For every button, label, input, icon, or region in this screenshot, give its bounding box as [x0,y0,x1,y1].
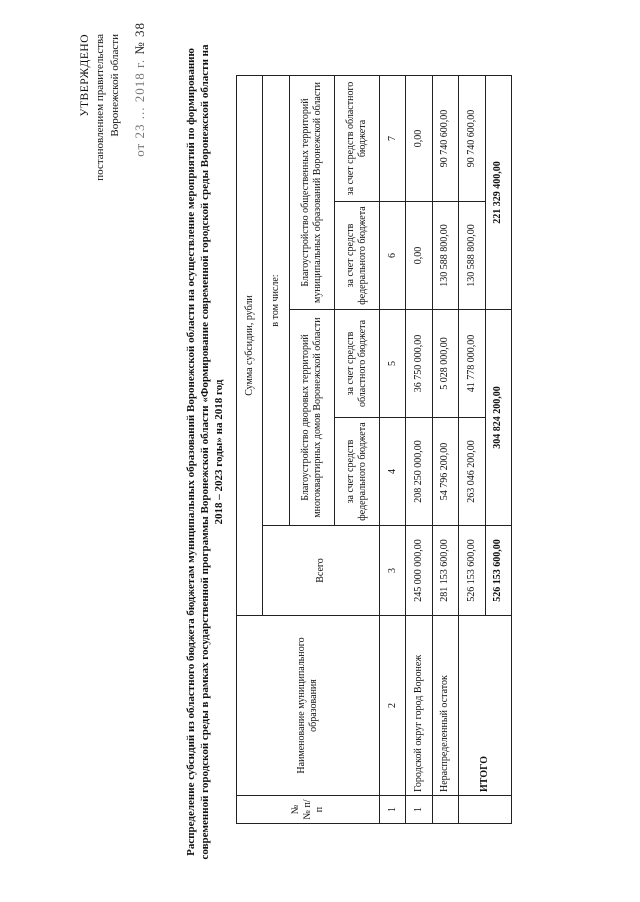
col-number: 3 [379,526,405,616]
col-number: 7 [379,76,405,202]
approval-line-1: постановлением правительства [94,34,106,181]
row-name: Городской округ город Воронеж [406,616,432,796]
row-g1-regional: 36 750 000,00 [406,310,432,418]
header-group-courtyards: Благоустройство дворовых территорий многоквартирных домов Воронежской области [289,310,334,526]
header-regional-2: за счет средств областного бюджета [334,76,379,202]
approval-block [78,34,123,234]
row-total: 281 153 600,00 [432,526,458,616]
subtotal-g2-regional: 90 740 600,00 [459,76,485,202]
itogo-group-courtyards: 304 824 200,00 [485,310,511,526]
subtotal-g1-federal: 263 046 200,00 [459,418,485,526]
table-row [432,76,458,824]
itogo-group-public: 221 329 400,00 [485,76,511,310]
approval-year: 2018 г. [132,58,147,103]
col-number: 1 [379,796,405,824]
header-regional-1: за счет средств областного бюджета [334,310,379,418]
col-number: 4 [379,418,405,526]
header-sum: Сумма субсидии, рубли [237,76,263,616]
header-num: № № п/п [237,796,380,824]
column-number-row [379,76,405,824]
header-total: Всего [263,526,380,616]
col-number: 2 [379,616,405,796]
document-title: Распределение субсидий из областного бюджета бюджетам муниципальных образований Воронежской области на осуществление мероприятий по формированию современной городской среды в рамках государственной программы Воронежской области «Формирование современной городской среды Воронежской области на 2018 – 2023 годы» на 2018 год [185,44,225,860]
table-row [406,76,432,824]
itogo-total: 526 153 600,00 [485,526,511,616]
row-g2-federal: 130 588 800,00 [432,202,458,310]
approval-line-2: Воронежской области [109,34,121,137]
col-number: 6 [379,202,405,310]
header-federal-1: за счет средств федерального бюджета [334,418,379,526]
row-g1-federal: 208 250 000,00 [406,418,432,526]
itogo-label: ИТОГО [459,616,512,796]
itogo-num-cell [459,796,512,824]
header-federal-2: за счет средств федерального бюджета [334,202,379,310]
subtotal-row [459,76,485,824]
row-g1-regional: 5 028 000,00 [432,310,458,418]
approval-date-number [132,22,148,262]
row-g1-federal: 54 796 200,00 [432,418,458,526]
row-num [432,796,458,824]
header-name: Наименование муниципального образования [237,616,380,796]
row-num: 1 [406,796,432,824]
col-number: 5 [379,310,405,418]
subtotal-g2-federal: 130 588 800,00 [459,202,485,310]
approval-heading: УТВЕРЖДЕНО [79,34,91,117]
row-g2-regional: 90 740 600,00 [432,76,458,202]
subtotal-total: 526 153 600,00 [459,526,485,616]
subsidy-table [236,75,512,824]
subtotal-g1-regional: 41 778 000,00 [459,310,485,418]
approval-date: от 23 ... [132,106,147,157]
row-name: Нераспределенный остаток [432,616,458,796]
header-incl: в том числе: [263,76,289,526]
approval-number: № 38 [132,22,147,55]
header-group-public: Благоустройство общественных территорий муниципальных образований Воронежской области [289,76,334,310]
row-g2-federal: 0,00 [406,202,432,310]
row-g2-regional: 0,00 [406,76,432,202]
header-row-1 [237,76,263,824]
row-total: 245 000 000,00 [406,526,432,616]
